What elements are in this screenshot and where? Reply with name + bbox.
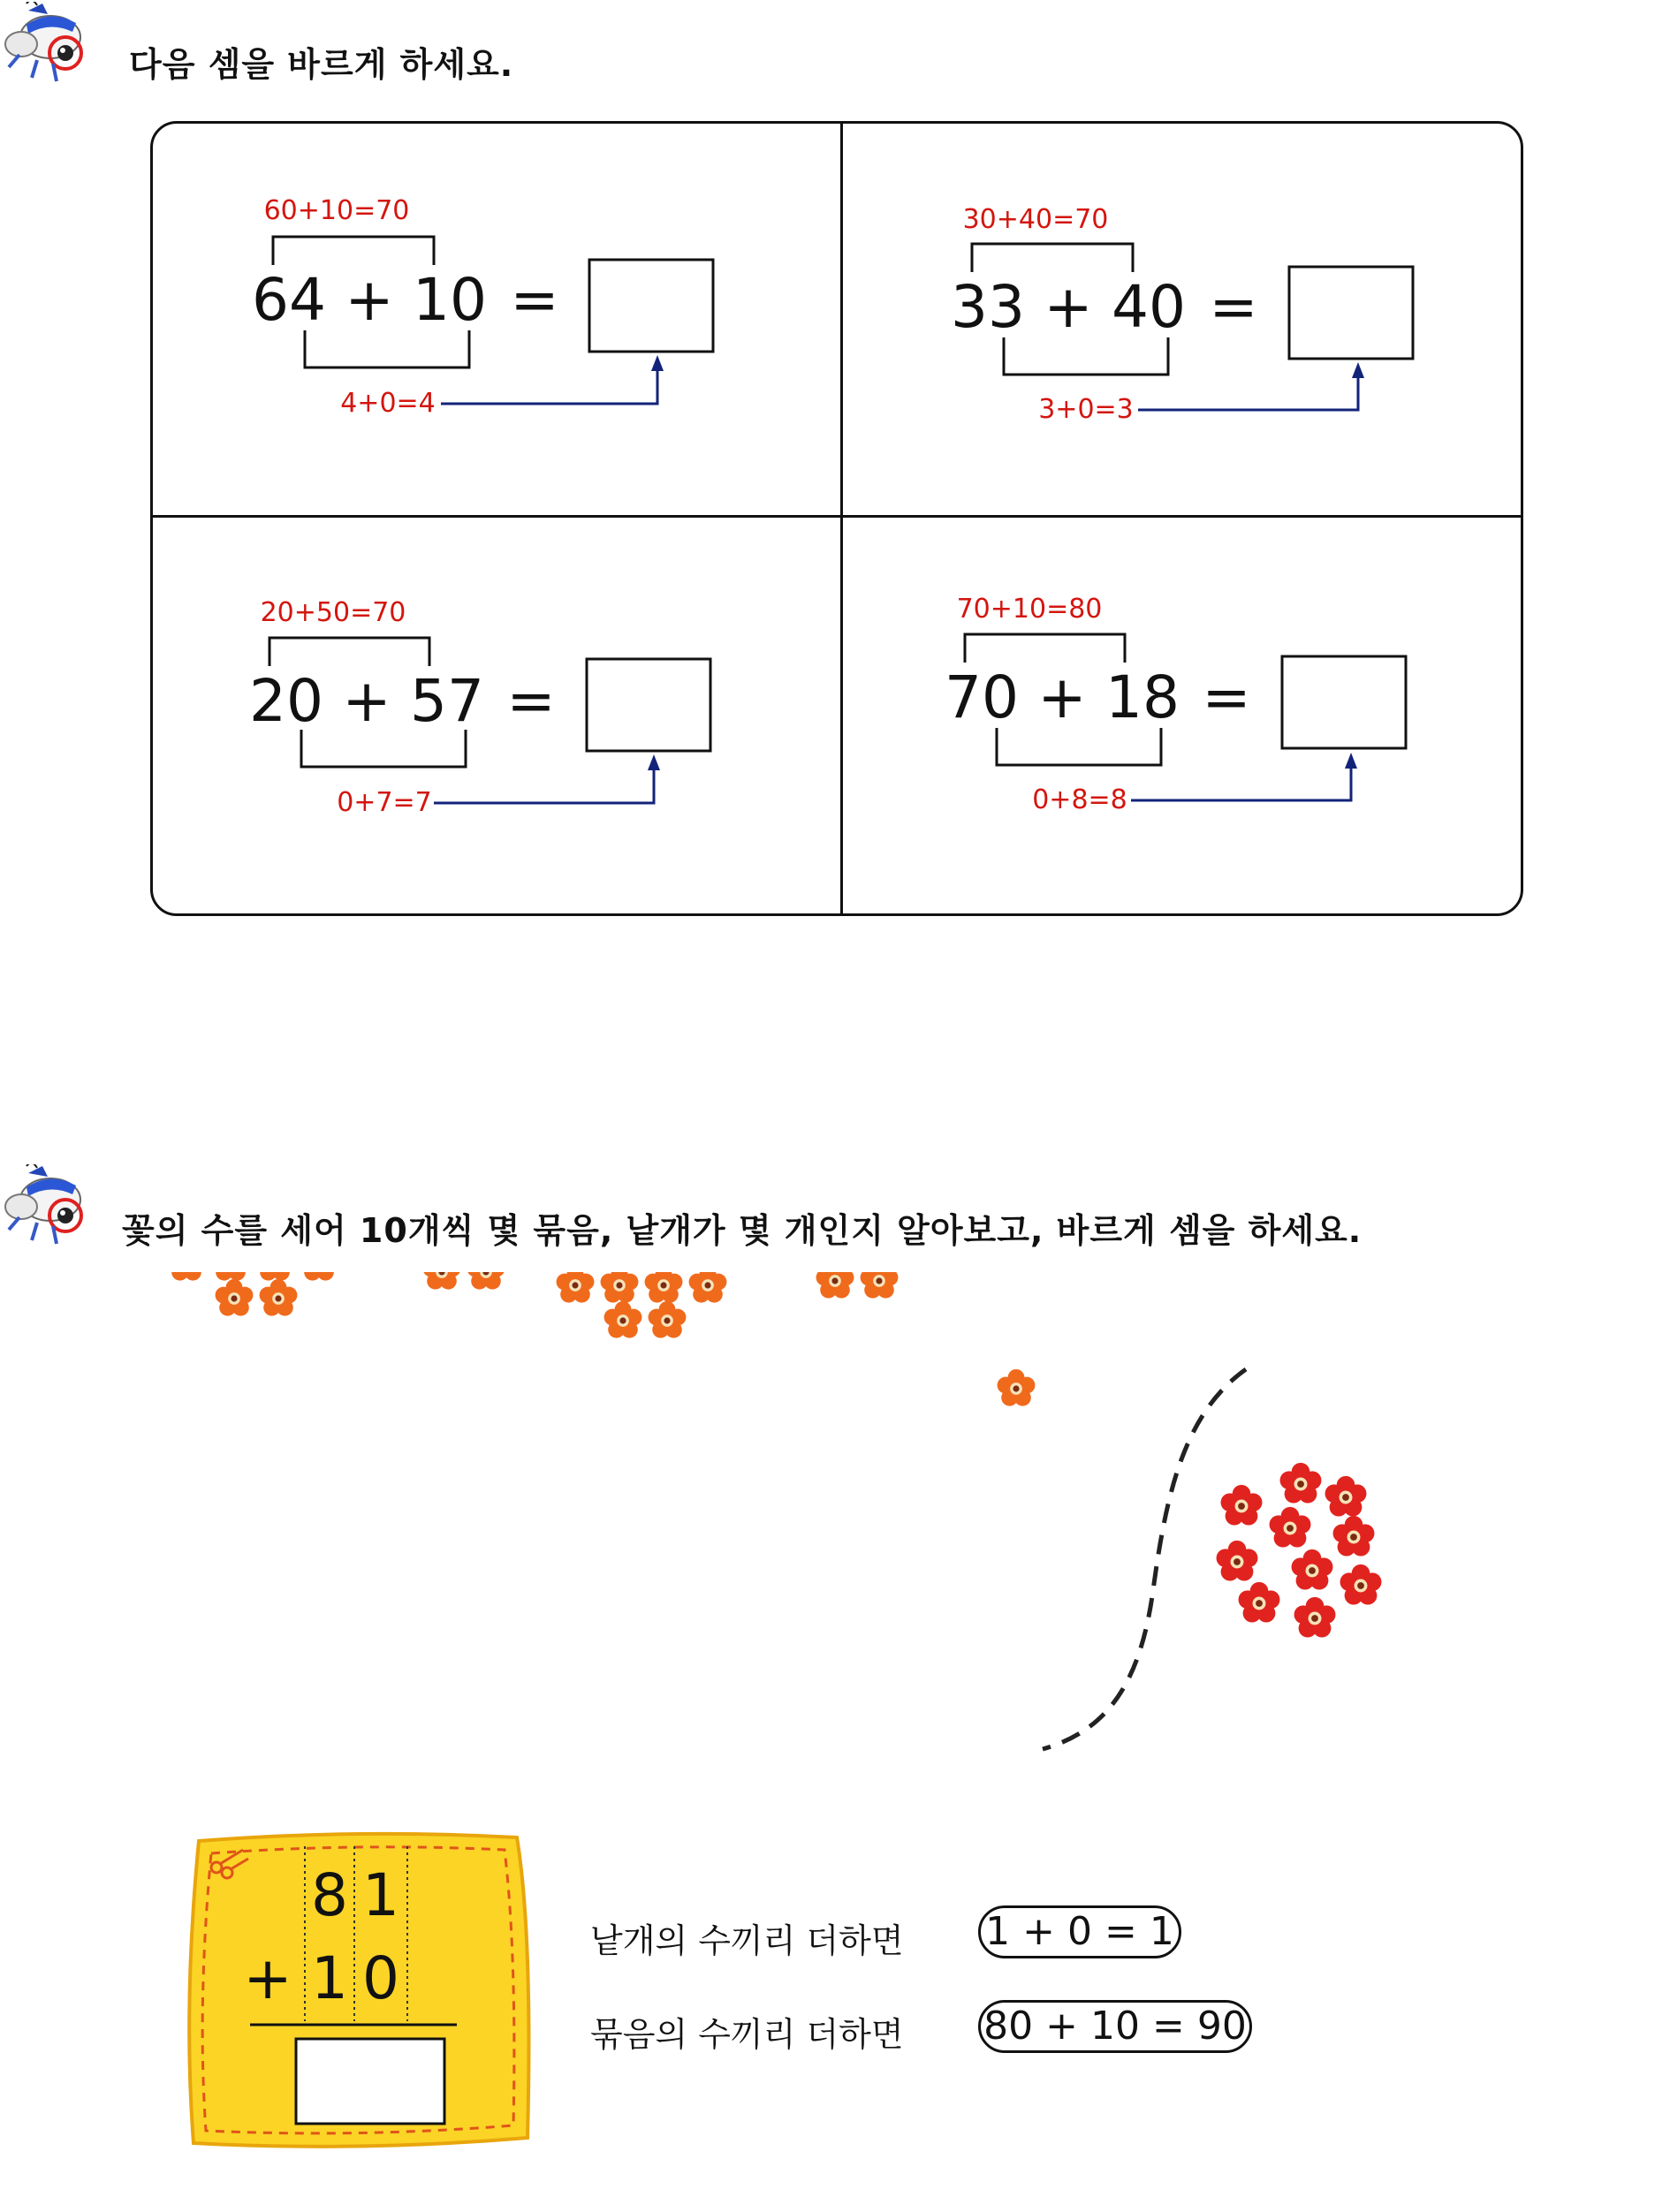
problem-cell bbox=[843, 518, 1528, 911]
flower-illustration bbox=[0, 1272, 1670, 1784]
arrow-line bbox=[1131, 765, 1351, 800]
ones-bracket bbox=[1004, 337, 1168, 375]
addend-a: 64 bbox=[252, 266, 326, 334]
arrow-line bbox=[1138, 375, 1358, 410]
flower-icon bbox=[260, 1279, 298, 1316]
problem-grid bbox=[150, 121, 1523, 916]
flower-icon bbox=[1270, 1507, 1311, 1548]
flower-icon bbox=[423, 1272, 461, 1290]
flower-icon bbox=[649, 1301, 687, 1338]
flower-icon bbox=[557, 1272, 595, 1303]
card-answer-box[interactable] bbox=[296, 2039, 444, 2124]
flower-icon bbox=[689, 1272, 727, 1303]
flower-icon bbox=[1294, 1597, 1336, 1638]
flower-icon bbox=[467, 1272, 505, 1290]
addend-a: 20 bbox=[249, 667, 323, 735]
plus-sign: + bbox=[1037, 663, 1087, 731]
dashed-divider bbox=[1043, 1369, 1246, 1749]
card-bottom-tens: 1 bbox=[311, 1944, 348, 2012]
addend-b: 57 bbox=[410, 667, 484, 735]
ones-bracket bbox=[997, 728, 1161, 765]
arrow-head-icon bbox=[1345, 753, 1357, 769]
equals-sign: = bbox=[1209, 273, 1258, 341]
flower-icon bbox=[1280, 1463, 1322, 1504]
arrow-head-icon bbox=[1352, 362, 1364, 378]
flower-icon bbox=[1239, 1582, 1280, 1623]
problem-cell bbox=[153, 124, 838, 517]
arrow-head-icon bbox=[651, 355, 664, 371]
ones-hint: 0+8=8 bbox=[1032, 784, 1127, 815]
question-1-instruction: 다음 셈을 바르게 하세요. bbox=[129, 45, 514, 84]
problem-cell bbox=[843, 124, 1528, 517]
addend-b: 40 bbox=[1112, 273, 1186, 341]
tens-bracket bbox=[965, 634, 1125, 663]
plus-sign: + bbox=[345, 266, 394, 334]
plus-sign: + bbox=[1044, 273, 1093, 341]
flower-icon bbox=[861, 1272, 899, 1299]
addend-b: 10 bbox=[413, 266, 487, 334]
robot-mascot-icon bbox=[2, 1164, 90, 1253]
question-2-instruction: 꽃의 수를 세어 10개씩 몇 묶음, 낱개가 몇 개인지 알아보고, 바르게 셈을 하세요. bbox=[122, 1211, 1363, 1250]
card-bottom-ones: 0 bbox=[362, 1944, 399, 2012]
tens-sum-expression: 80 + 10 = 90 bbox=[978, 2000, 1252, 2053]
ones-bracket bbox=[301, 730, 466, 767]
equals-sign: = bbox=[510, 266, 559, 334]
flower-icon bbox=[1340, 1564, 1382, 1605]
flower-icon bbox=[1292, 1549, 1333, 1590]
problem-cell bbox=[153, 518, 838, 911]
flower-icon bbox=[216, 1279, 254, 1316]
answer-box[interactable] bbox=[589, 260, 713, 352]
answer-box[interactable] bbox=[1282, 656, 1406, 748]
ones-hint: 3+0=3 bbox=[1038, 394, 1134, 425]
ones-sum-label: 낱개의 수끼리 더하면 bbox=[590, 1921, 904, 1960]
flower-icon bbox=[816, 1272, 854, 1299]
flower-icon bbox=[300, 1272, 338, 1281]
answer-box[interactable] bbox=[587, 659, 710, 751]
addend-a: 33 bbox=[951, 273, 1025, 341]
robot-mascot-icon bbox=[2, 2, 90, 90]
equals-sign: = bbox=[506, 667, 556, 735]
addend-a: 70 bbox=[945, 663, 1019, 731]
flower-icon bbox=[168, 1272, 206, 1281]
ones-bracket bbox=[305, 330, 469, 367]
flower-icon bbox=[998, 1369, 1036, 1406]
tens-hint: 60+10=70 bbox=[263, 195, 410, 226]
ones-sum-expression: 1 + 0 = 1 bbox=[978, 1905, 1181, 1958]
tens-bracket bbox=[273, 237, 434, 265]
tens-bracket bbox=[972, 244, 1133, 272]
addend-b: 18 bbox=[1105, 663, 1180, 731]
vertical-addition-card bbox=[181, 1829, 535, 2155]
flower-icon bbox=[1325, 1476, 1367, 1517]
tens-hint: 30+40=70 bbox=[962, 204, 1109, 235]
card-plus-sign: + bbox=[243, 1944, 292, 2012]
flower-icon bbox=[645, 1272, 683, 1303]
arrow-line bbox=[434, 767, 654, 803]
flower-icon bbox=[1217, 1541, 1258, 1581]
flower-icon bbox=[1333, 1516, 1375, 1557]
ones-hint: 4+0=4 bbox=[340, 388, 436, 419]
arrow-line bbox=[441, 367, 657, 404]
plus-sign: + bbox=[342, 667, 391, 735]
equals-sign: = bbox=[1202, 663, 1251, 731]
flower-icon bbox=[601, 1272, 639, 1303]
flower-icon bbox=[1221, 1485, 1263, 1526]
arrow-head-icon bbox=[648, 754, 660, 770]
tens-sum-label: 묶음의 수끼리 더하면 bbox=[590, 2015, 904, 2054]
answer-box[interactable] bbox=[1289, 267, 1413, 359]
tens-hint: 70+10=80 bbox=[956, 594, 1103, 625]
card-top-tens: 8 bbox=[311, 1861, 348, 1929]
flower-icon bbox=[604, 1301, 642, 1338]
flower-icon bbox=[212, 1272, 250, 1281]
flower-icon bbox=[256, 1272, 294, 1281]
card-top-ones: 1 bbox=[362, 1861, 399, 1929]
tens-bracket bbox=[269, 638, 429, 666]
tens-hint: 20+50=70 bbox=[260, 597, 406, 628]
ones-hint: 0+7=7 bbox=[337, 787, 432, 818]
